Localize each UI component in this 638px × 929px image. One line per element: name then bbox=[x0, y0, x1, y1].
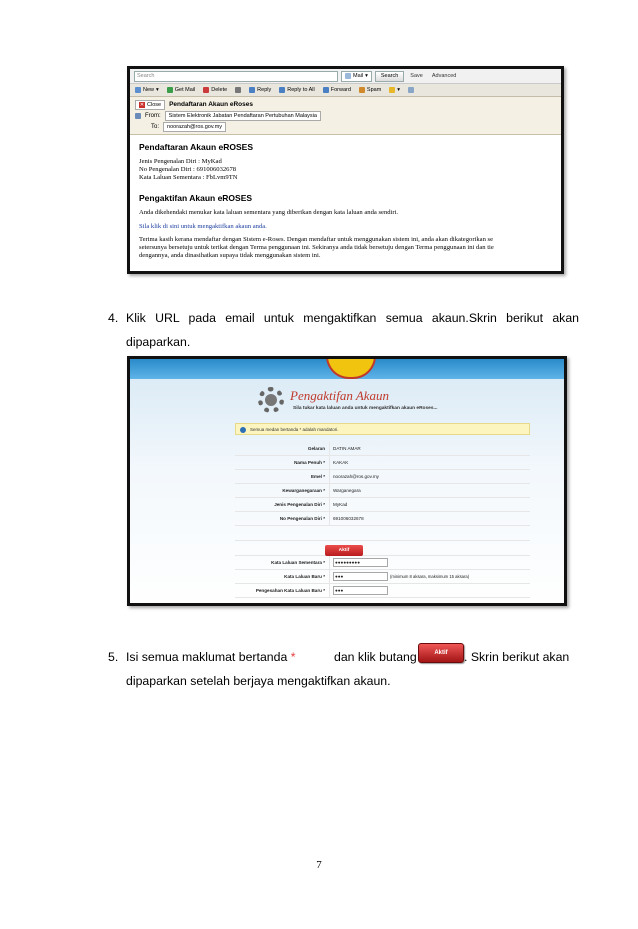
table-row bbox=[235, 456, 530, 470]
to-label: To: bbox=[151, 123, 160, 130]
print-button[interactable] bbox=[235, 87, 241, 93]
aktif-button-wrap bbox=[325, 545, 363, 556]
chevron-down-icon: ▾ bbox=[365, 72, 368, 79]
contact-icon bbox=[135, 113, 141, 119]
flag-button[interactable]: ▾ bbox=[389, 87, 400, 93]
window-icon bbox=[408, 87, 414, 93]
close-label: Close bbox=[147, 101, 162, 108]
email-heading-activation: Pengaktifan Akaun eROSES bbox=[139, 193, 253, 203]
reply-all-button[interactable] bbox=[279, 87, 315, 93]
mail-select[interactable] bbox=[341, 71, 372, 82]
aktif-button[interactable]: Aktif bbox=[325, 545, 363, 556]
email-terms-line-2: setersunya bersetuju untuk terikat dengan Terma penggunaan ini. Sekiranya anda tidak bersetuju dengan Terma penggunaan ini dan tie bbox=[139, 244, 494, 251]
close-button[interactable] bbox=[135, 100, 165, 110]
reply-all-icon bbox=[279, 87, 285, 93]
get-mail-label: Get Mail bbox=[174, 87, 196, 93]
print-icon bbox=[235, 87, 241, 93]
field-label: Jenis Pengenalan Diri * bbox=[274, 502, 325, 507]
table-row bbox=[235, 512, 530, 526]
spam-label: Spam bbox=[366, 87, 382, 93]
email-search-bar bbox=[130, 69, 561, 84]
delete-button[interactable] bbox=[203, 87, 227, 93]
from-field[interactable]: Sistem Elektronik Jabatan Pendaftaran Pertubuhan Malaysia bbox=[165, 111, 321, 121]
profile-table bbox=[235, 442, 530, 598]
temp-password-row bbox=[235, 556, 530, 570]
close-icon: ✕ bbox=[139, 101, 145, 108]
step-4-number: 4. bbox=[108, 311, 119, 325]
new-mail-icon bbox=[135, 87, 141, 93]
confirm-password-input[interactable]: ●●● bbox=[333, 586, 388, 595]
email-search-input[interactable]: Search bbox=[134, 71, 338, 82]
inline-aktif-button-image: Aktif bbox=[418, 643, 464, 663]
confirm-password-label: Pengesahan Kata Laluan Baru * bbox=[255, 588, 325, 593]
delete-label: Delete bbox=[211, 87, 228, 93]
save-link[interactable]: Save bbox=[410, 73, 423, 79]
flag-icon bbox=[389, 87, 395, 93]
step-5-text-a-main: Isi semua maklumat bertanda bbox=[126, 650, 288, 664]
info-icon bbox=[240, 427, 246, 433]
forward-button[interactable] bbox=[323, 87, 351, 93]
table-row bbox=[235, 442, 530, 456]
table-row bbox=[235, 498, 530, 512]
form-content bbox=[130, 379, 564, 606]
mail-select-label: Mail bbox=[353, 72, 364, 79]
field-label: Nama Penuh * bbox=[294, 460, 325, 465]
field-label: Gelaran bbox=[307, 446, 325, 451]
step-5-text-a bbox=[126, 646, 296, 669]
field-value: Warganegara bbox=[329, 484, 361, 497]
field-label: No Pengenalan Diri * bbox=[279, 516, 325, 521]
step-5-text-c: . Skrin berikut akan bbox=[464, 650, 570, 664]
email-instruction: Anda dikehendaki menukar kata laluan sementara yang diberikan dengan kata laluan anda sendiri. bbox=[139, 209, 399, 216]
mandatory-notice bbox=[235, 423, 530, 435]
get-mail-button[interactable] bbox=[167, 87, 195, 93]
table-row bbox=[235, 470, 530, 484]
form-subtitle: Sila tukar kata laluan anda untuk mengaktifkan akaun eRoses... bbox=[293, 406, 438, 411]
step-4-line-2: dipaparkan. bbox=[126, 335, 191, 349]
to-field[interactable]: noorazah@ros.gov.my bbox=[163, 122, 226, 132]
gear-center bbox=[265, 394, 277, 406]
email-detail-temp-password: Kata Laluan Sementara : FbLvm9TN bbox=[139, 174, 238, 181]
mandatory-star: * bbox=[290, 650, 296, 664]
table-spacer bbox=[235, 526, 530, 541]
step-5-text-b: dan klik butang bbox=[334, 650, 417, 664]
activation-form-screenshot bbox=[127, 356, 567, 606]
email-header bbox=[130, 97, 561, 135]
forward-icon bbox=[323, 87, 329, 93]
more-button[interactable] bbox=[408, 87, 414, 93]
reply-icon bbox=[249, 87, 255, 93]
get-mail-icon bbox=[167, 87, 173, 93]
new-button[interactable]: New ▾ bbox=[135, 87, 159, 93]
mail-icon bbox=[345, 73, 351, 79]
field-value: noorazah@ros.gov.my bbox=[329, 470, 379, 483]
email-detail-id-type: Jenis Pengenalan Diri : MyKad bbox=[139, 158, 222, 165]
temp-password-input[interactable]: ●●●●●●●●● bbox=[333, 558, 388, 567]
spam-button[interactable] bbox=[359, 87, 381, 93]
reply-all-label: Reply to All bbox=[287, 87, 315, 93]
email-toolbar bbox=[130, 84, 561, 97]
email-terms-line-1: Terima kasih kerana mendaftar dengan Sistem e-Roses. Dengan mendaftar untuk menggunakan sistem ini, anda akan dikategorikan se bbox=[139, 236, 494, 243]
table-spacer bbox=[235, 541, 530, 556]
field-value: KAKAK bbox=[329, 456, 348, 469]
new-label: New bbox=[143, 87, 155, 93]
crest-logo-icon bbox=[326, 356, 376, 379]
step-5-number: 5. bbox=[108, 650, 119, 664]
email-body bbox=[130, 135, 561, 264]
field-value: 691006032678 bbox=[329, 512, 364, 525]
search-button[interactable]: Search bbox=[375, 71, 404, 82]
field-label: Kewarganegaraan * bbox=[282, 488, 325, 493]
email-subject: Pendaftaran Akaun eRoses bbox=[169, 101, 253, 108]
email-detail-id-number: No Pengenalan Diri : 691006032678 bbox=[139, 166, 237, 173]
step-5-line-2: dipaparkan setelah berjaya mengaktifkan akaun. bbox=[126, 674, 391, 688]
email-heading-registration: Pendaftaran Akaun eROSES bbox=[139, 142, 253, 152]
mandatory-notice-text: Semua medan bertanda * adalah mandatori. bbox=[250, 427, 339, 432]
advanced-link[interactable]: Advanced bbox=[431, 73, 457, 79]
site-banner bbox=[130, 359, 564, 379]
reply-label: Reply bbox=[257, 87, 272, 93]
forward-label: Forward bbox=[330, 87, 351, 93]
field-value: DATIN AMAR bbox=[329, 442, 361, 455]
new-password-input[interactable]: ●●● bbox=[333, 572, 388, 581]
temp-password-label: Kata Laluan Sementara * bbox=[271, 560, 325, 565]
table-row bbox=[235, 484, 530, 498]
page-number: 7 bbox=[316, 859, 322, 871]
form-title: Pengaktifan Akaun bbox=[290, 388, 390, 403]
from-label: From: bbox=[145, 112, 161, 119]
field-value: MyKad bbox=[329, 498, 347, 511]
email-terms-line-3: dengannya, anda dinasihatkan supaya tidak menggunakan sistem ini. bbox=[139, 252, 321, 259]
spam-icon bbox=[359, 87, 365, 93]
field-label: Emel * bbox=[310, 474, 325, 479]
confirm-password-row bbox=[235, 584, 530, 598]
new-password-row bbox=[235, 570, 530, 584]
password-hint: (minimum 8 aksara, maksimum 15 aksara) bbox=[390, 574, 470, 579]
email-screenshot bbox=[127, 66, 564, 274]
delete-icon bbox=[203, 87, 209, 93]
reply-button[interactable] bbox=[249, 87, 271, 93]
new-password-label: Kata Laluan Baru * bbox=[284, 574, 325, 579]
activation-link[interactable]: Sila klik di sini untuk mengaktifkan akaun anda. bbox=[139, 223, 267, 230]
step-4-line-1: Klik URL pada email untuk mengaktifkan semua akaun.Skrin berikut akan bbox=[126, 311, 579, 325]
